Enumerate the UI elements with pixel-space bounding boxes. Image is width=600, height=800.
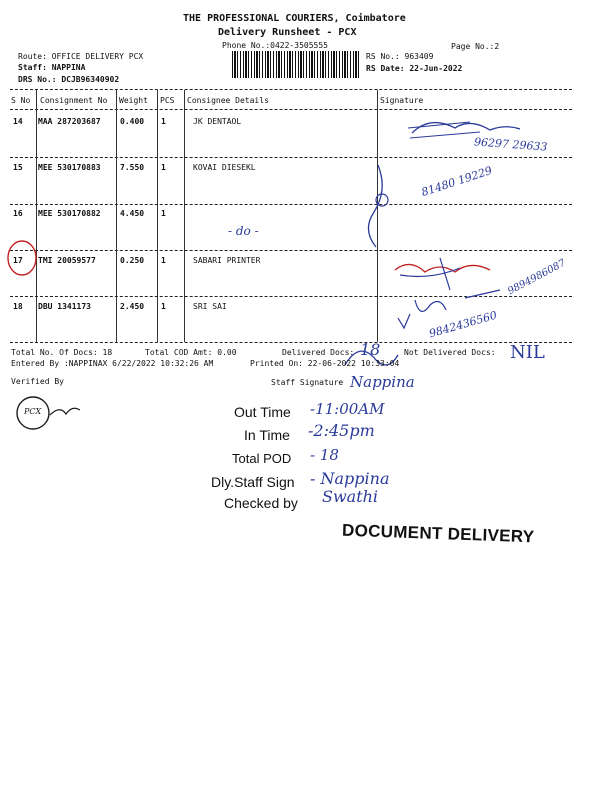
runsheet-title: Delivery Runsheet - PCX [218, 27, 357, 38]
row-pcs: 1 [161, 209, 166, 218]
row-consignee: JK DENTAOL [193, 117, 242, 126]
dly-staff-label: Dly.Staff Sign [211, 474, 295, 490]
signature-scribble-17 [400, 258, 460, 290]
signature-scribble-18 [415, 300, 446, 311]
row-pcs: 1 [161, 302, 166, 311]
signature-scribble-14 [412, 123, 520, 133]
col-weight: Weight [119, 96, 148, 105]
dly-staff-value: - Nappina [310, 469, 390, 488]
row-pcs: 1 [161, 117, 166, 126]
row-consignment: DBU 1341173 [38, 302, 91, 311]
company-name: THE PROFESSIONAL COURIERS, Coimbatore [183, 13, 406, 24]
col-signature: Signature [380, 96, 424, 105]
row-consignee: KOVAI DIESEKL [193, 163, 256, 172]
total-cod: Total COD Amt: 0.00 [145, 348, 237, 357]
row-weight: 0.250 [120, 256, 145, 265]
row-weight: 4.450 [120, 209, 145, 218]
col-consignment: Consignment No [40, 96, 108, 105]
row-sno: 15 [13, 163, 23, 172]
row-consignment: MEE 530170883 [38, 163, 101, 172]
row-weight: 2.450 [120, 302, 145, 311]
circle-mark [376, 194, 388, 206]
row-consignee: SRI SAI [193, 302, 227, 311]
col-consignee: Consignee Details [187, 96, 269, 105]
verified-by-label: Verified By [11, 377, 64, 386]
row-weight: 0.400 [120, 117, 145, 126]
row-consignee: SABARI PRINTER [193, 256, 261, 265]
row-18-tick-mark [398, 314, 410, 328]
row-pcs: 1 [161, 256, 166, 265]
page-number: Page No.:2 [451, 42, 500, 51]
col-sno: S No [11, 96, 31, 105]
row-18-stroke [465, 290, 500, 298]
document-delivery-stamp: DOCUMENT DELIVERY [341, 520, 535, 547]
checked-by-label: Checked by [224, 495, 298, 511]
row-consignment: TMI 20059577 [38, 256, 96, 265]
entered-by: Entered By :NAPPINAX 6/22/2022 10:32:26 AM [11, 359, 214, 368]
handwritten-phone-15: 81480 19229 [419, 163, 494, 200]
handwritten-phone-14: 96297 29633 [473, 135, 548, 154]
staff-signature-value: Nappina [350, 373, 415, 391]
route: Route: OFFICE DELIVERY PCX [18, 52, 144, 61]
delivered-docs-label: Delivered Docs: [282, 348, 355, 357]
row-sno: 18 [13, 302, 23, 311]
verified-scribble [50, 408, 80, 415]
handwritten-phone-18: 9842436560 [427, 308, 499, 341]
handwritten-ditto-16: - do - [228, 224, 259, 238]
rs-date: RS Date: 22-Jun-2022 [366, 64, 463, 73]
row-sno: 17 [13, 256, 23, 265]
total-pod-value: - 18 [310, 446, 339, 464]
drs-number: DRS No.: DCJB96340902 [18, 75, 120, 84]
not-delivered-docs-value: NIL [510, 342, 545, 363]
staff: Staff: NAPPINA [18, 63, 86, 72]
row-sno: 16 [13, 209, 23, 218]
row-consignment: MEE 530170882 [38, 209, 101, 218]
rs-number: RS No.: 963409 [366, 52, 434, 61]
in-time-value: -2:45pm [308, 421, 375, 440]
verified-seal-text: PCX [24, 407, 42, 416]
row-pcs: 1 [161, 163, 166, 172]
checked-by-value: Swathi [322, 487, 379, 506]
signature-strike-14 [408, 122, 480, 138]
handwritten-phone-17: 9894986087 [506, 257, 568, 298]
total-pod-label: Total POD [232, 451, 292, 466]
red-circle-17 [8, 241, 36, 275]
row-sno: 14 [13, 117, 23, 126]
not-delivered-docs-label: Not Delivered Docs: [404, 348, 496, 357]
staff-signature-label: Staff Signature [271, 378, 344, 387]
in-time-label: In Time [244, 427, 290, 443]
printed-on: Printed On: 22-06-2022 10:33:04 [250, 359, 400, 368]
row-consignment: MAA 287203687 [38, 117, 101, 126]
col-pcs: PCS [160, 96, 175, 105]
out-time-label: Out Time [234, 404, 291, 420]
out-time-value: -11:00AM [310, 400, 385, 418]
delivered-docs-value: 18 [360, 340, 381, 359]
row-weight: 7.550 [120, 163, 145, 172]
phone-number: Phone No.:0422-3505555 [222, 41, 328, 50]
total-docs: Total No. Of Docs: 18 [11, 348, 113, 357]
